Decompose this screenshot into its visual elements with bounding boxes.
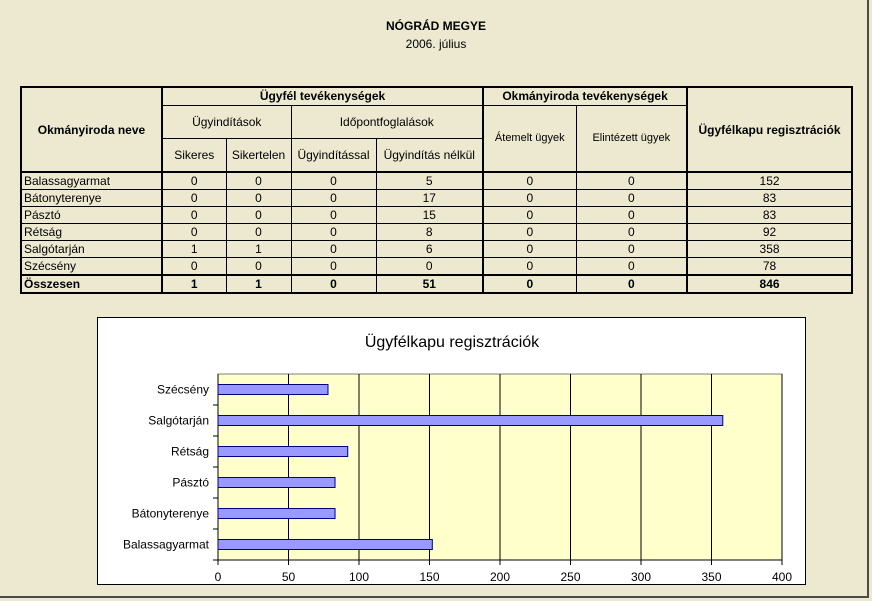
value-cell: 0: [483, 258, 576, 276]
x-tick-label: 300: [630, 570, 652, 584]
office-name-cell: Rétság: [21, 224, 162, 241]
y-category-label: Pásztó: [172, 475, 209, 490]
value-cell: 0: [483, 172, 576, 190]
statistics-table: [20, 86, 853, 294]
value-cell: 83: [687, 190, 852, 207]
x-tick-label: 100: [348, 570, 370, 584]
registrations-chart: [97, 317, 806, 585]
value-cell: 0: [291, 241, 376, 258]
value-cell: 0: [483, 224, 576, 241]
table-row: [21, 241, 852, 258]
value-cell: 0: [226, 190, 291, 207]
header-transferred: Átemelt ügyek: [483, 105, 576, 172]
bar-salgótarján: [218, 416, 723, 426]
y-category-label: Salgótarján: [148, 413, 209, 428]
value-cell: 0: [576, 224, 687, 241]
value-cell: 0: [483, 190, 576, 207]
y-category-label: Rétság: [170, 444, 209, 459]
value-cell: 78: [687, 258, 852, 276]
value-cell: 0: [576, 172, 687, 190]
x-tick-label: 0: [214, 570, 222, 584]
value-cell: 0: [483, 241, 576, 258]
header-fail: Sikertelen: [226, 138, 291, 172]
value-cell: 0: [576, 190, 687, 207]
value-cell: 0: [162, 172, 226, 190]
value-cell: 0: [291, 258, 376, 276]
y-category-label: Balassagyarmat: [122, 537, 209, 552]
header-success: Sikeres: [162, 138, 226, 172]
value-cell: 5: [376, 172, 483, 190]
header-without-init: Ügyindítás nélkül: [376, 138, 483, 172]
bar-szécsény: [218, 385, 328, 395]
value-cell: 15: [376, 207, 483, 224]
header-handled: Elintézett ügyek: [576, 105, 687, 172]
office-name-cell: Összesen: [21, 275, 162, 293]
value-cell: 8: [376, 224, 483, 241]
value-cell: 0: [162, 190, 226, 207]
bar-rétság: [218, 447, 348, 457]
value-cell: 0: [376, 258, 483, 276]
x-tick-label: 250: [560, 570, 581, 584]
table-row: [21, 224, 852, 241]
bar-pásztó: [218, 478, 335, 488]
office-name-cell: Salgótarján: [21, 241, 162, 258]
value-cell: 0: [576, 241, 687, 258]
value-cell: 0: [576, 258, 687, 276]
value-cell: 0: [162, 224, 226, 241]
value-cell: 0: [226, 207, 291, 224]
x-tick-label: 400: [771, 570, 793, 584]
office-name-cell: Bátonyterenye: [21, 190, 162, 207]
value-cell: 0: [226, 172, 291, 190]
table-row: [21, 258, 852, 276]
chart-svg: [98, 318, 807, 586]
page-subtitle: 2006. július: [405, 37, 467, 51]
value-cell: 51: [376, 275, 483, 293]
x-tick-label: 350: [701, 570, 722, 584]
header-client-activities: Ügyfél tevékenységek: [162, 87, 483, 105]
table-row: [21, 172, 852, 190]
value-cell: 0: [226, 224, 291, 241]
y-category-label: Szécsény: [156, 382, 209, 397]
value-cell: 0: [291, 275, 376, 293]
value-cell: 0: [291, 224, 376, 241]
bar-bátonyterenye: [218, 509, 335, 519]
office-name-cell: Balassagyarmat: [21, 172, 162, 190]
value-cell: 0: [483, 275, 576, 293]
page-title: NÓGRÁD MEGYE: [385, 19, 486, 33]
table-row: [21, 190, 852, 207]
value-cell: 358: [687, 241, 852, 258]
value-cell: 0: [226, 258, 291, 276]
value-cell: 152: [687, 172, 852, 190]
header-registrations: Ügyfélkapu regisztrációk: [687, 87, 852, 172]
value-cell: 83: [687, 207, 852, 224]
table-total-row: [21, 275, 852, 293]
x-tick-label: 50: [281, 570, 296, 584]
bar-balassagyarmat: [218, 540, 432, 550]
value-cell: 1: [162, 275, 226, 293]
value-cell: 0: [576, 207, 687, 224]
value-cell: 6: [376, 241, 483, 258]
x-tick-label: 200: [489, 570, 511, 584]
value-cell: 0: [483, 207, 576, 224]
value-cell: 0: [291, 207, 376, 224]
value-cell: 17: [376, 190, 483, 207]
value-cell: 846: [687, 275, 852, 293]
value-cell: 92: [687, 224, 852, 241]
value-cell: 0: [576, 275, 687, 293]
office-name-cell: Szécsény: [21, 258, 162, 276]
value-cell: 1: [226, 275, 291, 293]
header-with-init: Ügyindítással: [291, 138, 376, 172]
header-office-activities: Okmányiroda tevékenységek: [483, 87, 687, 105]
table-row: [21, 207, 852, 224]
header-office-name: Okmányiroda neve: [21, 87, 162, 172]
value-cell: 1: [162, 241, 226, 258]
header-initiations: Ügyindítások: [162, 105, 291, 138]
value-cell: 0: [291, 172, 376, 190]
chart-title: Ügyfélkapu regisztrációk: [364, 334, 540, 351]
y-category-label: Bátonyterenye: [131, 506, 209, 521]
header-appointments: Időpontfoglalások: [291, 105, 483, 138]
value-cell: 0: [291, 190, 376, 207]
x-tick-label: 150: [419, 570, 440, 584]
value-cell: 0: [162, 207, 226, 224]
value-cell: 1: [226, 241, 291, 258]
value-cell: 0: [162, 258, 226, 276]
office-name-cell: Pásztó: [21, 207, 162, 224]
